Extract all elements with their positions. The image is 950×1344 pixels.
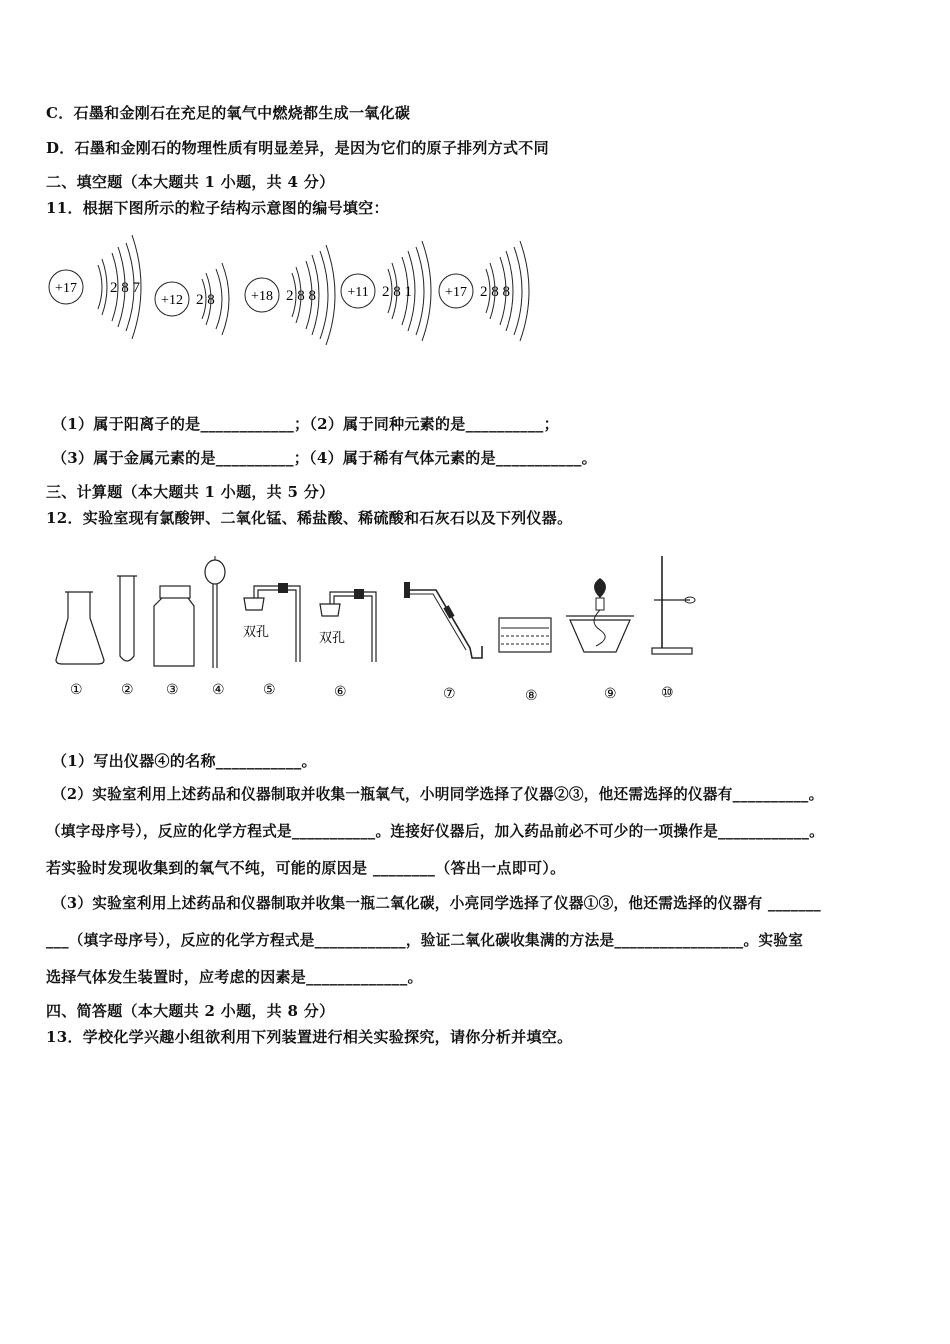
question-11: 11．根据下图所示的粒子结构示意图的编号填空： <box>46 199 389 217</box>
apparatus-label: ⑧ <box>525 689 538 704</box>
question-12-part-2-line-2: （填字母序号），反应的化学方程式是___________。连接好仪器后，加入药品前必不可少的一项操作是____________。 <box>46 823 825 840</box>
iron-stand-icon <box>652 556 695 654</box>
apparatus-label: ⑨ <box>604 687 617 702</box>
atom-diagram-b <box>155 263 229 375</box>
gas-bottle-icon <box>154 586 194 666</box>
long-funnel-icon <box>205 556 225 668</box>
apparatus-label: ⑤ <box>263 683 276 698</box>
electron-shells: 2 8 7 <box>110 280 140 296</box>
section-4-heading: 四、简答题（本大题共 2 小题，共 8 分） <box>46 1002 335 1020</box>
electron-shells: 2 8 8 <box>480 284 510 300</box>
apparatus-label: ⑩ <box>661 686 674 701</box>
apparatus-label: ③ <box>166 683 179 698</box>
option-d: D．石墨和金刚石的物理性质有明显差异，是因为它们的原子排列方式不同 <box>46 139 549 157</box>
apparatus-label: ④ <box>212 683 225 698</box>
stopper-text: 双孔 <box>243 624 270 639</box>
section-2-heading: 二、填空题（本大题共 1 小题，共 4 分） <box>46 173 335 191</box>
question-13: 13．学校化学兴趣小组欲利用下列装置进行相关实验探究，请你分析并填空。 <box>46 1028 573 1046</box>
atom-diagram-c <box>245 245 335 375</box>
question-12-part-3-line-3: 选择气体发生装置时，应考虑的因素是_____________。 <box>46 968 423 986</box>
question-12-part-2-line-1: （2）实验室利用上述药品和仪器制取并收集一瓶氧气，小明同学选择了仪器②③，他还需选择的仪器有__________。 <box>52 786 824 803</box>
stopper-tube-icon <box>319 589 376 662</box>
apparatus-label: ① <box>70 683 83 698</box>
nucleus-charge: +11 <box>347 285 369 300</box>
delivery-tube-icon <box>404 582 482 658</box>
section-3-heading: 三、计算题（本大题共 1 小题，共 5 分） <box>46 483 335 501</box>
nucleus-charge: +18 <box>251 289 273 304</box>
electron-shells: 2 8 1 <box>382 284 412 300</box>
nucleus-charge: +17 <box>55 281 77 296</box>
question-11-part-1-2: （1）属于阳离子的是____________；（2）属于同种元素的是__________； <box>52 415 559 433</box>
alcohol-burner-icon <box>566 578 634 652</box>
question-12-part-2-line-3: 若实验时发现收集到的氧气不纯，可能的原因是 ________（答出一点即可）。 <box>46 859 566 877</box>
stopper-tube-icon <box>243 583 300 662</box>
apparatus-label: ② <box>121 683 134 698</box>
question-11-part-3-4: （3）属于金属元素的是__________；（4）属于稀有气体元素的是___________。 <box>52 449 597 467</box>
stopper-text: 双孔 <box>319 630 346 645</box>
question-12-part-3-line-1: （3）实验室利用上述药品和仪器制取并收集一瓶二氧化碳，小亮同学选择了仪器①③，他还需选择的仪器有 _______ <box>52 895 822 912</box>
apparatus-figure <box>50 548 710 708</box>
apparatus-label: ⑥ <box>334 685 347 700</box>
test-tube-icon <box>117 576 137 661</box>
conical-flask-icon <box>56 592 104 664</box>
question-12-part-1: （1）写出仪器④的名称___________。 <box>52 752 317 770</box>
atom-diagram-a <box>49 235 141 375</box>
question-12: 12．实验室现有氯酸钾、二氧化锰、稀盐酸、稀硫酸和石灰石以及下列仪器。 <box>46 509 573 527</box>
atom-structure-figure <box>40 225 540 375</box>
water-trough-icon <box>499 618 551 652</box>
atom-diagram-e <box>439 241 529 375</box>
apparatus-label: ⑦ <box>443 687 456 702</box>
question-12-part-3-line-2: ___（填字母序号），反应的化学方程式是____________，验证二氧化碳收集满的方法是_________________。实验室 <box>46 932 804 949</box>
electron-shells: 2 8 <box>196 292 215 308</box>
option-c: C．石墨和金刚石在充足的氧气中燃烧都生成一氧化碳 <box>46 104 411 122</box>
electron-shells: 2 8 8 <box>286 288 316 304</box>
nucleus-charge: +12 <box>161 293 183 308</box>
nucleus-charge: +17 <box>445 285 467 300</box>
atom-diagram-d <box>341 241 431 375</box>
